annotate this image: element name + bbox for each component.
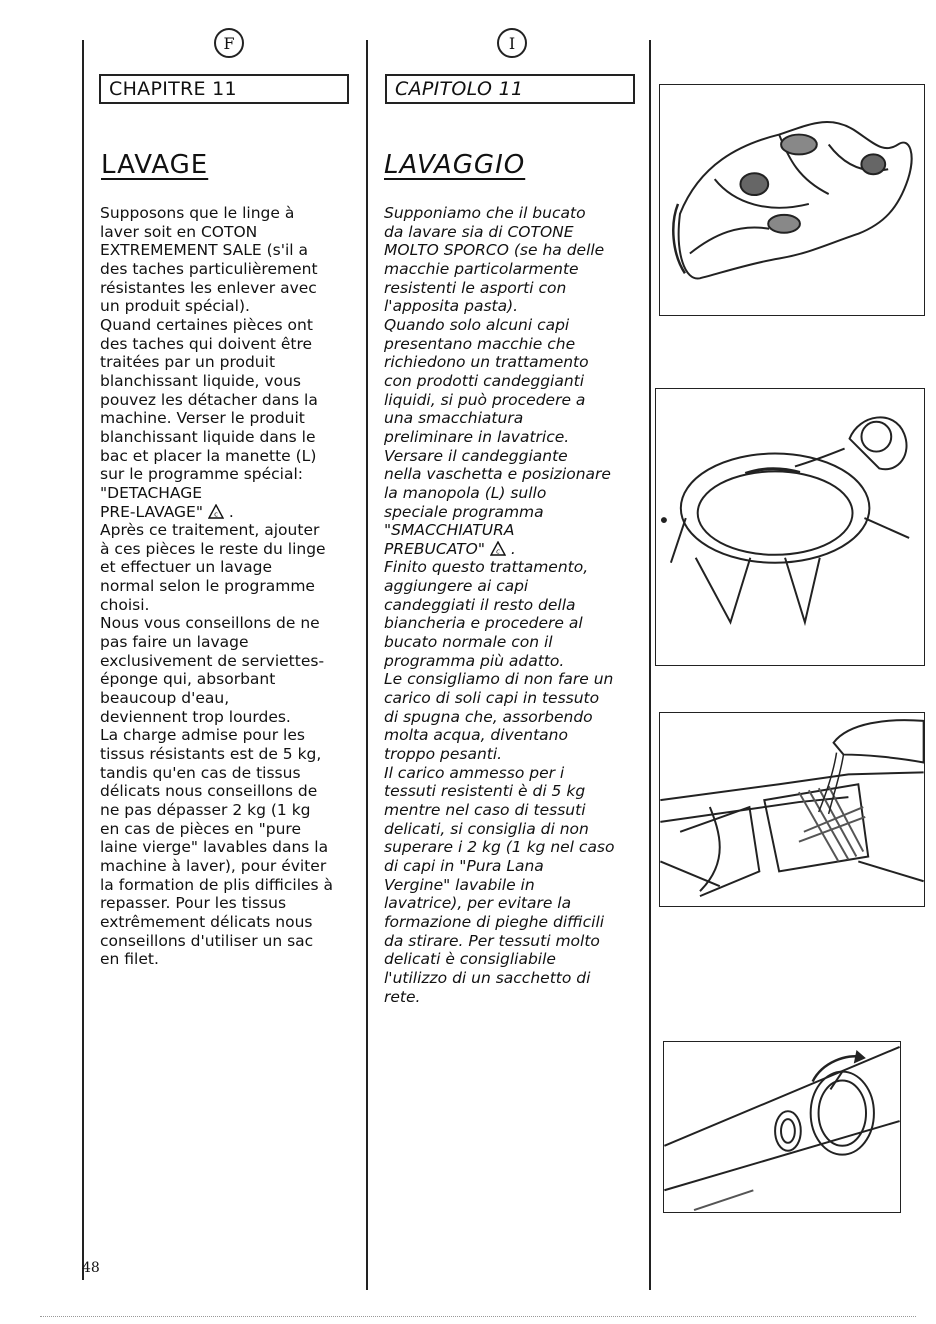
text-line: Finito questo trattamento, xyxy=(384,558,589,577)
language-badge-italian: I xyxy=(497,28,527,58)
text-line: et effectuer un lavage xyxy=(100,558,272,577)
text-line: PRE-LAVAGE" c . xyxy=(100,502,234,521)
text-line: extrêmement délicats nous xyxy=(100,912,313,931)
text-line: carico di soli capi in tessuto xyxy=(384,689,600,708)
text-line: la formation de plis difficiles à xyxy=(100,875,334,894)
text-line: una smacchiatura xyxy=(384,409,524,428)
text-line: Il carico ammesso per i xyxy=(384,763,565,782)
text-line: la manopola (L) sullo xyxy=(384,483,547,502)
text-line: di capi in "Pura Lana xyxy=(384,856,544,875)
text-line: des taches qui doivent être xyxy=(100,334,313,353)
bleach-pouring-drum-illustration xyxy=(655,388,925,666)
text-line: da lavare sia di COTONE xyxy=(384,222,574,241)
text-line: liquidi, si può procedere a xyxy=(384,390,586,409)
text-line: beaucoup d'eau, xyxy=(100,689,230,708)
text-line: PREBUCATO" c . xyxy=(384,539,516,558)
column-divider-right xyxy=(649,40,651,1290)
text-line: programma più adatto. xyxy=(384,651,565,670)
text-line: lavatrice), per evitare la xyxy=(384,894,572,913)
body-text-french xyxy=(100,204,362,969)
section-title-italian: LAVAGGIO xyxy=(384,150,526,180)
text-line: résistantes les enlever avec xyxy=(100,278,317,297)
text-line: nella vaschetta e posizionare xyxy=(384,465,611,484)
text-line: Quando solo alcuni capi xyxy=(384,315,570,334)
text-line: delicati è consigliabile xyxy=(384,950,556,969)
text-line: un produit spécial). xyxy=(100,297,250,316)
text-line: pas faire un lavage xyxy=(100,633,249,652)
text-line: repasser. Pour les tissus xyxy=(100,894,287,913)
text-line: traitées par un produit xyxy=(100,353,276,372)
chapter-heading-italian: CAPITOLO 11 xyxy=(385,74,635,104)
text-line: preliminare in lavatrice. xyxy=(384,427,570,446)
text-line: conseillons d'utiliser un sac xyxy=(100,931,314,950)
text-line: Versare il candeggiante xyxy=(384,446,568,465)
text-line: Supposons que le linge à xyxy=(100,204,295,222)
text-line: ne pas dépasser 2 kg (1 kg xyxy=(100,801,311,819)
text-line: exclusivement de serviettes- xyxy=(100,651,325,670)
text-line: presentano macchie che xyxy=(384,334,576,353)
text-line: tandis qu'en cas de tissus xyxy=(100,763,301,782)
column-divider-left xyxy=(82,40,84,1280)
text-line: con prodotti candeggianti xyxy=(384,371,585,390)
text-line: candeggiati il resto della xyxy=(384,595,576,614)
warning-triangle-icon xyxy=(208,504,224,519)
text-line: macchie particolarmente xyxy=(384,259,579,278)
text-line: pouvez les détacher dans la xyxy=(100,390,318,409)
text-line: tissus résistants est de 5 kg, xyxy=(100,745,322,764)
text-line: "SMACCHIATURA xyxy=(384,521,515,540)
text-line: bucato normale con il xyxy=(384,633,553,652)
text-line: Après ce traitement, ajouter xyxy=(100,521,320,540)
text-line: da stirare. Per tessuti molto xyxy=(384,931,600,950)
text-line: molta acqua, diventano xyxy=(384,726,568,745)
text-line: superare i 2 kg (1 kg nel caso xyxy=(384,838,615,857)
text-line: MOLTO SPORCO (se ha delle xyxy=(384,241,605,260)
text-line: éponge qui, absorbant xyxy=(100,670,276,689)
stained-laundry-illustration xyxy=(659,84,925,316)
text-line: blanchissant liquide, vous xyxy=(100,371,301,390)
page-bottom-rule xyxy=(40,1316,916,1317)
text-line: richiedono un trattamento xyxy=(384,353,589,372)
language-badge-french: F xyxy=(214,28,244,58)
text-line: rete. xyxy=(384,987,421,1006)
text-line: bac et placer la manette (L) xyxy=(100,446,317,465)
text-line: EXTREMEMENT SALE (s'il a xyxy=(100,241,309,260)
text-line: machine à laver), pour éviter xyxy=(100,856,327,875)
text-line: formazione di pieghe difficili xyxy=(384,912,605,931)
text-line: en cas de pièces en "pure xyxy=(100,819,302,838)
warning-triangle-icon xyxy=(490,541,506,556)
text-line: à ces pièces le reste du linge xyxy=(100,539,326,558)
text-line: Quand certaines pièces ont xyxy=(100,315,313,334)
text-line: troppo pesanti. xyxy=(384,745,503,764)
text-line: resistenti le asporti con xyxy=(384,278,567,297)
text-line: biancheria e procedere al xyxy=(384,614,583,633)
program-dial-illustration xyxy=(663,1041,901,1213)
text-line: deviennent trop lourdes. xyxy=(100,707,291,726)
text-line: tessuti resistenti è di 5 kg xyxy=(384,782,586,801)
text-line: Vergine" lavabile in xyxy=(384,875,535,894)
text-line: l'utilizzo di un sacchetto di xyxy=(384,968,591,987)
body-text-italian xyxy=(384,204,646,1006)
text-line: speciale programma xyxy=(384,502,544,521)
chapter-heading-french: CHAPITRE 11 xyxy=(99,74,349,104)
text-line: mentre nel caso di tessuti xyxy=(384,801,586,819)
text-line: l'apposita pasta). xyxy=(384,297,519,316)
column-divider-center xyxy=(366,40,368,1290)
detergent-drawer-illustration xyxy=(659,712,925,907)
text-line: machine. Verser le produit xyxy=(100,409,305,428)
text-line: laver soit en COTON xyxy=(100,222,258,241)
text-line: Supponiamo che il bucato xyxy=(384,204,586,222)
text-line: choisi. xyxy=(100,595,150,614)
section-title-french: LAVAGE xyxy=(101,150,209,180)
text-line: normal selon le programme xyxy=(100,577,315,596)
text-line: sur le programme spécial: xyxy=(100,465,303,484)
text-line: Nous vous conseillons de ne xyxy=(100,614,320,633)
text-line: laine vierge" lavables dans la xyxy=(100,838,329,857)
page-number: 48 xyxy=(82,1260,100,1276)
text-line: delicati, si consiglia di non xyxy=(384,819,589,838)
text-line: blanchissant liquide dans le xyxy=(100,427,316,446)
text-line: délicats nous conseillons de xyxy=(100,782,318,801)
svg-text:c: c xyxy=(213,510,218,518)
svg-text:c: c xyxy=(496,547,500,556)
text-line: en filet. xyxy=(100,950,159,969)
text-line: des taches particulièrement xyxy=(100,259,318,278)
text-line: "DETACHAGE xyxy=(100,483,203,502)
text-line: aggiungere ai capi xyxy=(384,577,529,596)
text-line: di spugna che, assorbendo xyxy=(384,707,593,726)
text-line: Le consigliamo di non fare un xyxy=(384,670,614,689)
text-line: La charge admise pour les xyxy=(100,726,305,745)
